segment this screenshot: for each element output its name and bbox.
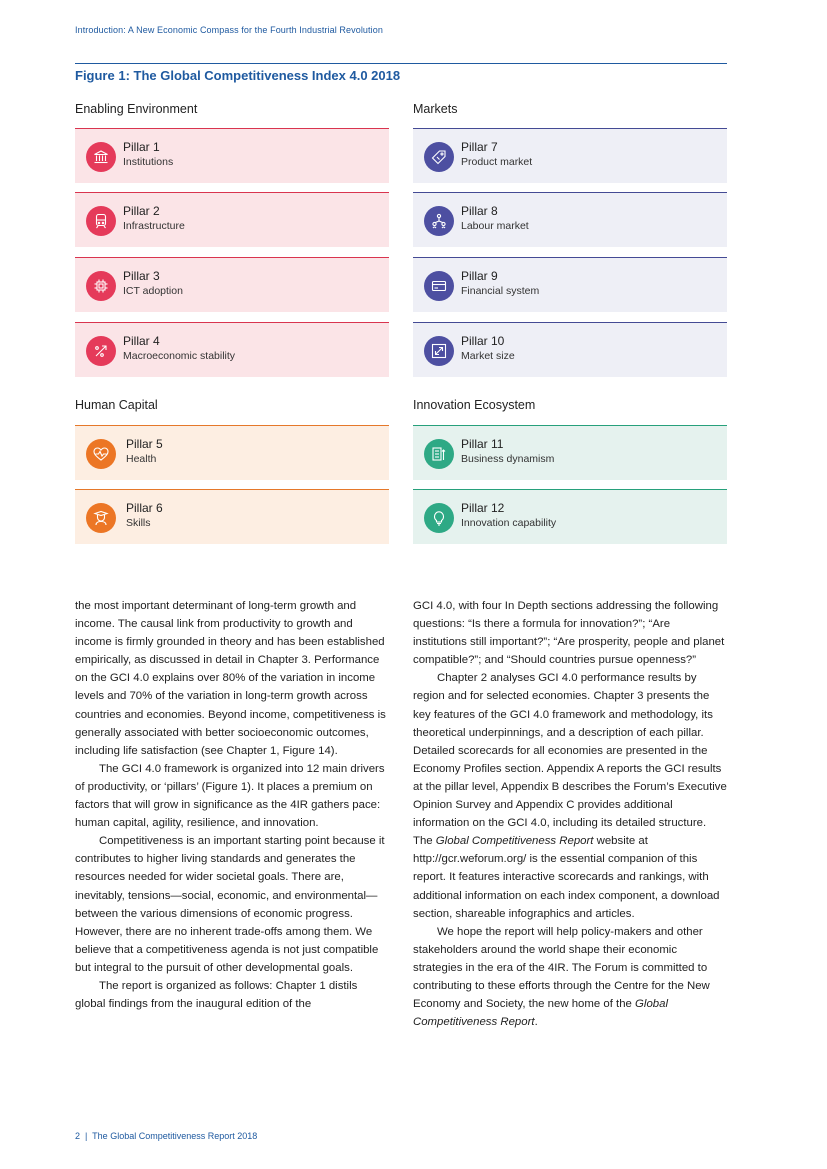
- expand-icon: [424, 336, 454, 366]
- pillar-label: Financial system: [461, 285, 540, 297]
- body-paragraph: [413, 669, 727, 922]
- text-run: We hope the report will help policy-makers and other stakeholders around the world shape their economic strategies in the era of the 4IR. The Forum is committed to contributing to these efforts through the Centre for the New Economy and Society, the new home of the: [413, 925, 710, 1011]
- pillar-name: Pillar 3: [123, 269, 160, 283]
- pillar-card-11: [413, 425, 727, 480]
- pillar-card-9: [413, 257, 727, 312]
- pillar-label: Institutions: [123, 156, 174, 168]
- pillar-label: Skills: [126, 517, 151, 529]
- price-tag-icon: [424, 142, 454, 172]
- pillar-name: Pillar 9: [461, 269, 498, 283]
- pillar-name: Pillar 5: [126, 437, 163, 451]
- pillar-name: Pillar 8: [461, 204, 498, 218]
- percent-trend-icon: [86, 336, 116, 366]
- lightbulb-icon: [424, 503, 454, 533]
- pillar-label: Labour market: [461, 220, 529, 232]
- credit-card-icon: [424, 271, 454, 301]
- report-title-italic: Global Competitiveness Report: [413, 998, 668, 1029]
- text-run: Chapter 2 analyses GCI 4.0 performance results by region and for selected economies. Chapter 3 presents the key features of the GCI 4.0 framework and methodology, its theoretical underpinnings, and a description of each pillar. Detailed scorecards for all economies are presented in the Economy Profiles section. Appendix A reports the GCI results at the pillar level, Appendix B describes the Forum’s Executive Opinion Survey and Appendix C provides additional information on the GCI 4.0, including its detailed structure. The: [413, 672, 727, 848]
- group-title-markets: Markets: [413, 102, 458, 116]
- pillar-label: Product market: [461, 156, 533, 168]
- pillar-card-7: [413, 128, 727, 183]
- heart-pulse-icon: [86, 439, 116, 469]
- body-paragraph: The report is organized as follows: Chapter 1 distils global findings from the inaugural edition of the: [75, 979, 358, 1011]
- train-icon: [86, 206, 116, 236]
- group-title-human-capital: Human Capital: [75, 398, 158, 412]
- body-paragraph: [413, 923, 727, 1032]
- pillar-card-8: [413, 192, 727, 247]
- body-column-left: [75, 597, 389, 1013]
- pillar-name: Pillar 11: [461, 437, 504, 451]
- running-header: Introduction: A New Economic Compass for the Fourth Industrial Revolution: [75, 25, 383, 35]
- pillar-name: Pillar 2: [123, 204, 160, 218]
- pillar-label: Infrastructure: [123, 220, 185, 232]
- pillar-card-4: [75, 322, 389, 377]
- people-network-icon: [424, 206, 454, 236]
- pillar-card-6: [75, 489, 389, 544]
- pillar-name: Pillar 6: [126, 501, 163, 515]
- body-paragraph: Competitiveness is an important starting point because it contributes to higher living standards and generates the resources needed for wider societal goals. There are, inevitably, tensions—social, economic, and environmental—between the various dimensions of economic progress. However, there are no inherent trade-offs among them. We believe that a competitiveness agenda is not just compatible but integral to the pursuit of other developmental goals.: [75, 835, 385, 974]
- pillar-card-1: [75, 128, 389, 183]
- institution-icon: [86, 142, 116, 172]
- pillar-card-3: [75, 257, 389, 312]
- body-paragraph: The GCI 4.0 framework is organized into 12 main drivers of productivity, or ‘pillars’ (Figure 1). It places a premium on factors that will grow in significance as the 4IR gathers pace: human capital, agility, resilience, and innovation.: [75, 762, 385, 830]
- pillar-card-10: [413, 322, 727, 377]
- text-run: website at http://gcr.weforum.org/ is the essential companion of this report. It features interactive scorecards and rankings, with additional information on each index component, a download section, shareable infographics and articles.: [413, 835, 720, 920]
- pillar-name: Pillar 1: [123, 140, 160, 154]
- pillar-label: ICT adoption: [123, 285, 183, 297]
- body-paragraph: the most important determinant of long-term growth and income. The causal link from productivity to growth and income is firmly grounded in theory and has been established empirically, as discussed in detail in Chapter 3. Performance on the GCI 4.0 explains over 80% of the variation in income levels and 70% of the variation in long-term growth across countries and economies. Beyond income, competitiveness is generally associated with better socioeconomic outcomes, including life satisfaction (see Chapter 1, Figure 14).: [75, 600, 386, 757]
- pillar-card-2: [75, 192, 389, 247]
- body-column-right: [413, 597, 727, 1031]
- pillar-card-5: [75, 425, 389, 480]
- body-paragraph: GCI 4.0, with four In Depth sections addressing the following questions: “Is there a formula for innovation?”; “Are institutions still important?”; “Are prosperity, people and planet compatible?”; and “Should countries pursue openness?”: [413, 600, 725, 667]
- pillar-label: Health: [126, 453, 157, 465]
- pillar-label: Innovation capability: [461, 517, 557, 529]
- pillar-label: Business dynamism: [461, 453, 555, 465]
- pillar-label: Macroeconomic stability: [123, 350, 236, 362]
- group-title-enabling-environment: Enabling Environment: [75, 102, 198, 116]
- pillar-label: Market size: [461, 350, 515, 362]
- pillar-name: Pillar 7: [461, 140, 498, 154]
- pillar-name: Pillar 4: [123, 334, 160, 348]
- pillar-name: Pillar 12: [461, 501, 505, 515]
- graduate-icon: [86, 503, 116, 533]
- text-run: .: [534, 1016, 538, 1029]
- pillar-card-12: [413, 489, 727, 544]
- page-footer: 2 | The Global Competitiveness Report 2018: [75, 1131, 258, 1141]
- report-title-italic: Global Competitiveness Report: [435, 835, 594, 848]
- building-growth-icon: [424, 439, 454, 469]
- chip-icon: [86, 271, 116, 301]
- figure-title: Figure 1: The Global Competitiveness Index 4.0 2018: [75, 63, 727, 83]
- pillar-name: Pillar 10: [461, 334, 505, 348]
- group-title-innovation-ecosystem: Innovation Ecosystem: [413, 398, 536, 412]
